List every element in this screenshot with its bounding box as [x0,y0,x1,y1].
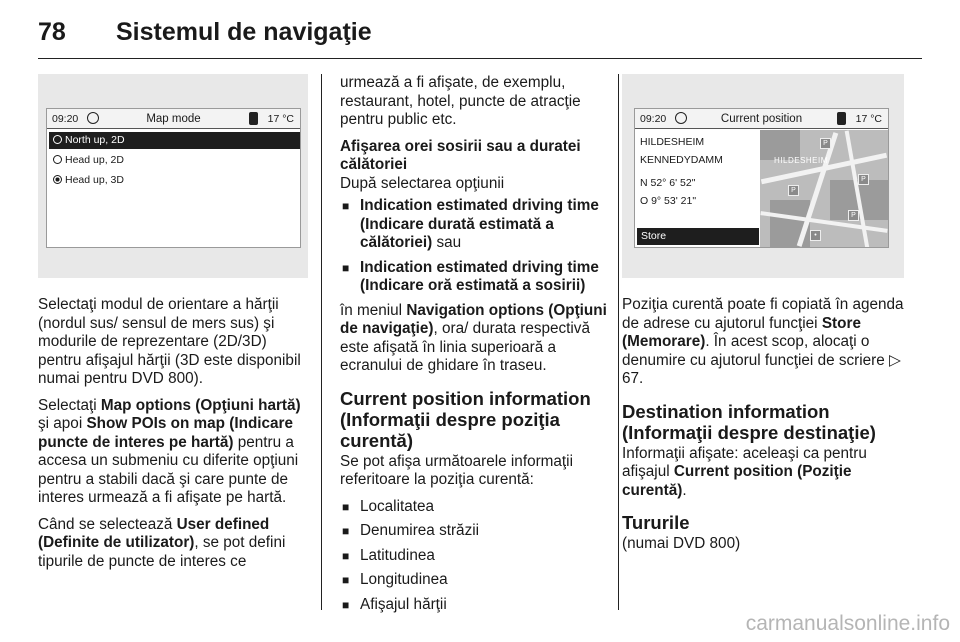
subheading: Afişarea orei sosirii sau a duratei călătoriei [340,137,581,173]
screenshot-position-frame [622,74,904,278]
list-item: ■ Localitatea [340,498,610,517]
paragraph: Când se selectează User defined (Definite de utilizator), se pot defini tipurile de puncte de interes ce [38,515,286,570]
column-3 [622,74,904,562]
list-item: ■ Indication estimated driving time (Indicare oră estimată a sosirii) [340,259,610,296]
phone-icon [837,112,846,125]
page-header [38,14,922,62]
paragraph: Selectaţi Map options (Opţiuni hartă) şi apoi Show POIs on map (Indicare puncte de interes pe hartă) pentru a accesa un submeniu cu diferite opţiuni pentru a stabili dacă şi care punte de interes urmează a fi afişate pe hartă. [38,396,301,506]
paragraph: în meniul Navigation options (Opţiuni de navigaţie), ora/ durata respectivă este afişată în linia superioară a ecranului de ghidare în traseu. [340,301,607,374]
poi-parking-icon: P [848,210,859,221]
paragraph: Selectaţi modul de orientare a hărţii (nordul sus/ sensul de mers sus) şi modurile de reprezentare (2D/3D) pentru afişajul hărţii (3D este disponibil numai pentru DVD 800). [38,296,301,387]
paragraph: După selectarea opţiunii [340,174,505,192]
screen-time: 09:20 [640,113,667,125]
section-heading: Tururile [622,512,690,533]
radio-icon [53,135,62,144]
screen-status-bar [47,109,300,129]
radio-checked-icon [53,175,62,184]
list-item: ■ Longitudinea [340,571,610,590]
paragraph: urmează a fi afişate, de exemplu, restaurant, hotel, puncte de atracţie pentru public etc. [340,74,581,128]
section-heading: Current position information (Informaţii despre poziţia curentă) [340,387,591,451]
poi-parking-icon: P [858,174,869,185]
list-item: ■ Denumirea străzii [340,522,610,541]
paragraph: (numai DVD 800) [622,535,741,552]
screen-map-mode [46,108,301,248]
option-head-up-3d[interactable]: Head up, 3D [49,172,300,189]
screen-title: Current position [720,113,803,125]
paragraph: Poziţia curentă poate fi copiată în agenda de adrese cu ajutorul funcţiei Store (Memorare). În acest scop, alocaţi o denumire cu ajutorul funcţiei de scriere ▷ 67. [622,296,904,387]
map-view[interactable] [760,130,888,248]
option-head-up-2d[interactable]: Head up, 2D [49,152,300,169]
screen-temperature: 17 °C [267,113,294,125]
poi-parking-icon: P [788,185,799,196]
poi-parking-icon: P [820,138,831,149]
column-1 [38,74,308,579]
poi-icon: • [810,230,821,241]
column-2 [340,74,610,620]
watermark: carmanualsonline.info [745,612,950,635]
phone-icon [249,112,258,125]
column-divider-2 [618,74,619,610]
position-longitude: O 9° 53' 21" [640,195,697,207]
paragraph: Informaţii afişate: aceleaşi ca pentru afişajul Current position (Poziţie curentă). [622,444,867,499]
option-north-up-2d[interactable]: North up, 2D [49,132,300,149]
section-heading: Destination information (Informaţii despre destinaţie) [622,400,876,443]
page-title: Sistemul de navigaţie [116,18,372,46]
column-divider-1 [321,74,322,610]
header-rule [38,58,922,59]
radio-icon [53,155,62,164]
screen-temperature: 17 °C [855,113,882,125]
map-label: HILDESHEIM [774,156,828,165]
position-city: HILDESHEIM [640,136,705,148]
store-button[interactable]: Store [637,228,759,245]
list-item: ■ Latitudinea [340,547,610,566]
paragraph: Se pot afişa următoarele informaţii referitoare la poziţia curentă: [340,452,573,488]
screen-current-position [634,108,889,248]
screen-time: 09:20 [52,113,79,125]
position-street: KENNEDYDAMM [640,154,723,166]
screen-status-bar [635,109,888,129]
page-reference-arrow-icon: ▷ [888,351,901,369]
screenshot-map-mode-frame [38,74,308,278]
list-item: ■ Afişajul hărţii [340,596,610,615]
position-latitude: N 52° 6' 52" [640,177,696,189]
screen-title: Map mode [146,113,201,125]
list-item: ■ Indication estimated driving time (Indicare durată estimată a călătoriei) sau [340,197,610,253]
page-number: 78 [38,18,66,46]
